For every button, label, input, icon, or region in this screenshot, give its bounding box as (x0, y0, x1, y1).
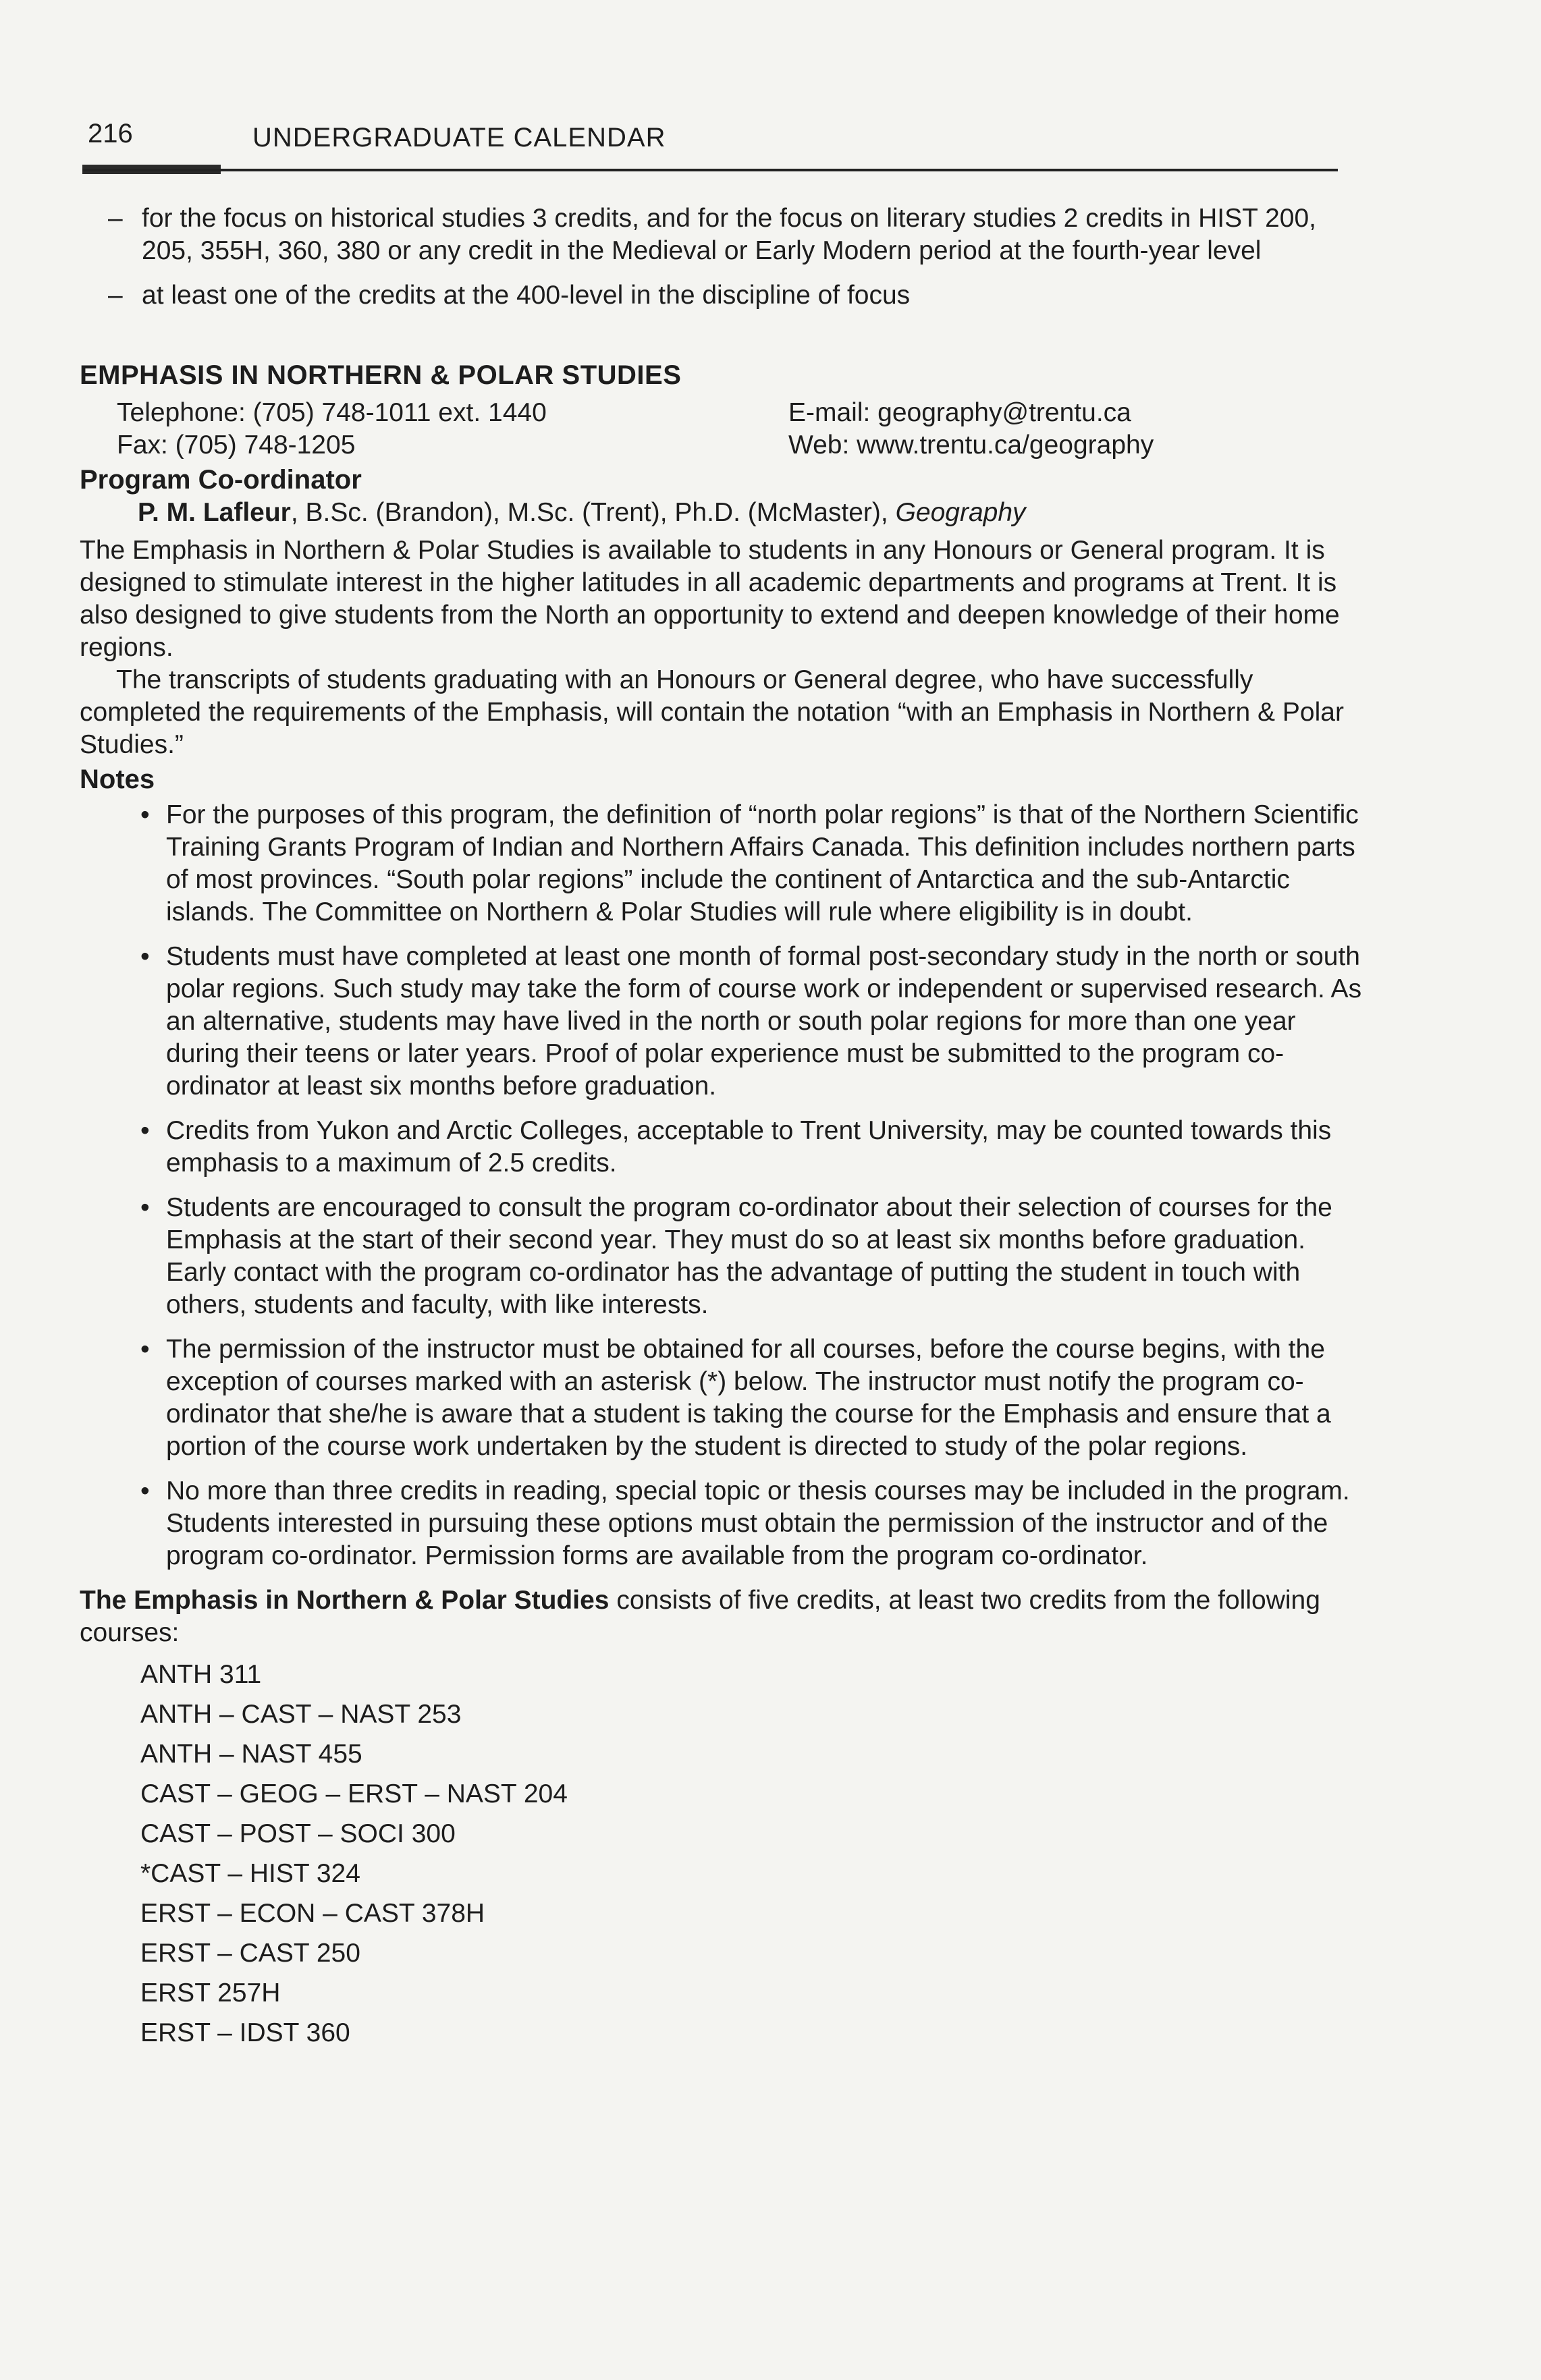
consists-lead: The Emphasis in Northern & Polar Studies (80, 1586, 610, 1615)
list-item: • No more than three credits in reading, special topic or thesis courses may be included in the program. Students interested in pursuing these options must obtain the permission of the instructor and of the program co-ordinator. Permission forms are available from the program co-ordinator. (140, 1475, 1362, 1572)
paragraph-1: The Emphasis in Northern & Polar Studies is available to students in any Honours or General program. It is designed to stimulate interest in the higher latitudes in all academic departments and programs at Trent. It is also designed to give students from the North an opportunity to extend and deepen knowledge of their home regions. (80, 536, 1340, 662)
course-item: *CAST – HIST 324 (140, 1859, 360, 1888)
telephone: Telephone: (705) 748-1011 ext. 1440 (117, 398, 547, 427)
fax: Fax: (705) 748-1205 (117, 431, 356, 460)
course-list (140, 1659, 1362, 2049)
coordinator-credentials: , B.Sc. (Brandon), M.Sc. (Trent), Ph.D. (McMaster), (290, 498, 896, 527)
course-item: ERST – IDST 360 (140, 2018, 350, 2047)
running-title: UNDERGRADUATE CALENDAR (252, 123, 666, 153)
intro-list (108, 202, 1362, 312)
paragraph-2: The transcripts of students graduating with an Honours or General degree, who have successfully completed the requirements of the Emphasis, will contain the notation “with an Emphasis in Northern & Polar Studies.” (80, 665, 1344, 759)
consists-rest: consists of five credits, at least two credits from the following courses: (80, 1586, 1320, 1647)
list-item: • Students must have completed at least one month of formal post-secondary study in the north or south polar regions. Such study may take the form of course work or independent or supervised research. As an alternative, students may have lived in the north or south polar regions for more than one year during their teens or later years. Proof of polar experience must be submitted to the program co-ordinator at least six months before graduation. (140, 941, 1362, 1103)
course-item: ANTH 311 (140, 1660, 262, 1689)
coordinator-name: P. M. Lafleur (138, 498, 291, 527)
page-number: 216 (88, 119, 133, 148)
list-item: • For the purposes of this program, the definition of “north polar regions” is that of the Northern Scientific Training Grants Program of Indian and Northern Affairs Canada. This definition includes northern parts of most provinces. “South polar regions” include the continent of Antarctica and the sub-Antarctic islands. The Committee on Northern & Polar Studies will rule where eligibility is in doubt. (140, 799, 1362, 929)
list-item: • Students are encouraged to consult the program co-ordinator about their selection of courses for the Emphasis at the start of their second year. They must do so at least six months before graduation. Early contact with the program co-ordinator has the advantage of putting the student in touch with others, students and faculty, with like interests. (140, 1192, 1362, 1321)
notes-heading: Notes (80, 765, 155, 794)
coordinator-line (138, 497, 1362, 529)
course-item: ERST 257H (140, 1978, 281, 2008)
email: E-mail: geography@trentu.ca (788, 398, 1131, 427)
course-item: ERST – ECON – CAST 378H (140, 1899, 485, 1928)
web: Web: www.trentu.ca/geography (788, 431, 1154, 460)
page-header (82, 113, 1338, 174)
coordinator-heading: Program Co-ordinator (80, 465, 362, 495)
course-item: CAST – POST – SOCI 300 (140, 1819, 456, 1848)
header-rule (82, 169, 1338, 171)
notes-list (140, 799, 1362, 1572)
page-content (80, 202, 1362, 2057)
list-item: – for the focus on historical studies 3 credits, and for the focus on literary studies 2 credits in HIST 200, 205, 355H, 360, 380 or any credit in the Medieval or Early Modern period at the fourth-year level (108, 202, 1362, 267)
list-item: • The permission of the instructor must be obtained for all courses, before the course begins, with the exception of courses marked with an asterisk (*) below. The instructor must notify the program co-ordinator that she/he is aware that a student is taking the course for the Emphasis and ensure that a portion of the course work undertaken by the student is directed to study of the polar regions. (140, 1333, 1362, 1463)
course-item: ERST – CAST 250 (140, 1939, 360, 1968)
consists-paragraph (80, 1584, 1362, 1649)
section-heading: EMPHASIS IN NORTHERN & POLAR STUDIES (80, 360, 682, 390)
list-item: – at least one of the credits at the 400-level in the discipline of focus (108, 279, 1362, 312)
list-item: • Credits from Yukon and Arctic Colleges, acceptable to Trent University, may be counted towards this emphasis to a maximum of 2.5 credits. (140, 1115, 1362, 1180)
contact-info (117, 397, 1362, 462)
course-item: ANTH – NAST 455 (140, 1740, 362, 1769)
coordinator-dept: Geography (895, 498, 1026, 527)
course-item: CAST – GEOG – ERST – NAST 204 (140, 1779, 568, 1808)
course-item: ANTH – CAST – NAST 253 (140, 1700, 462, 1729)
